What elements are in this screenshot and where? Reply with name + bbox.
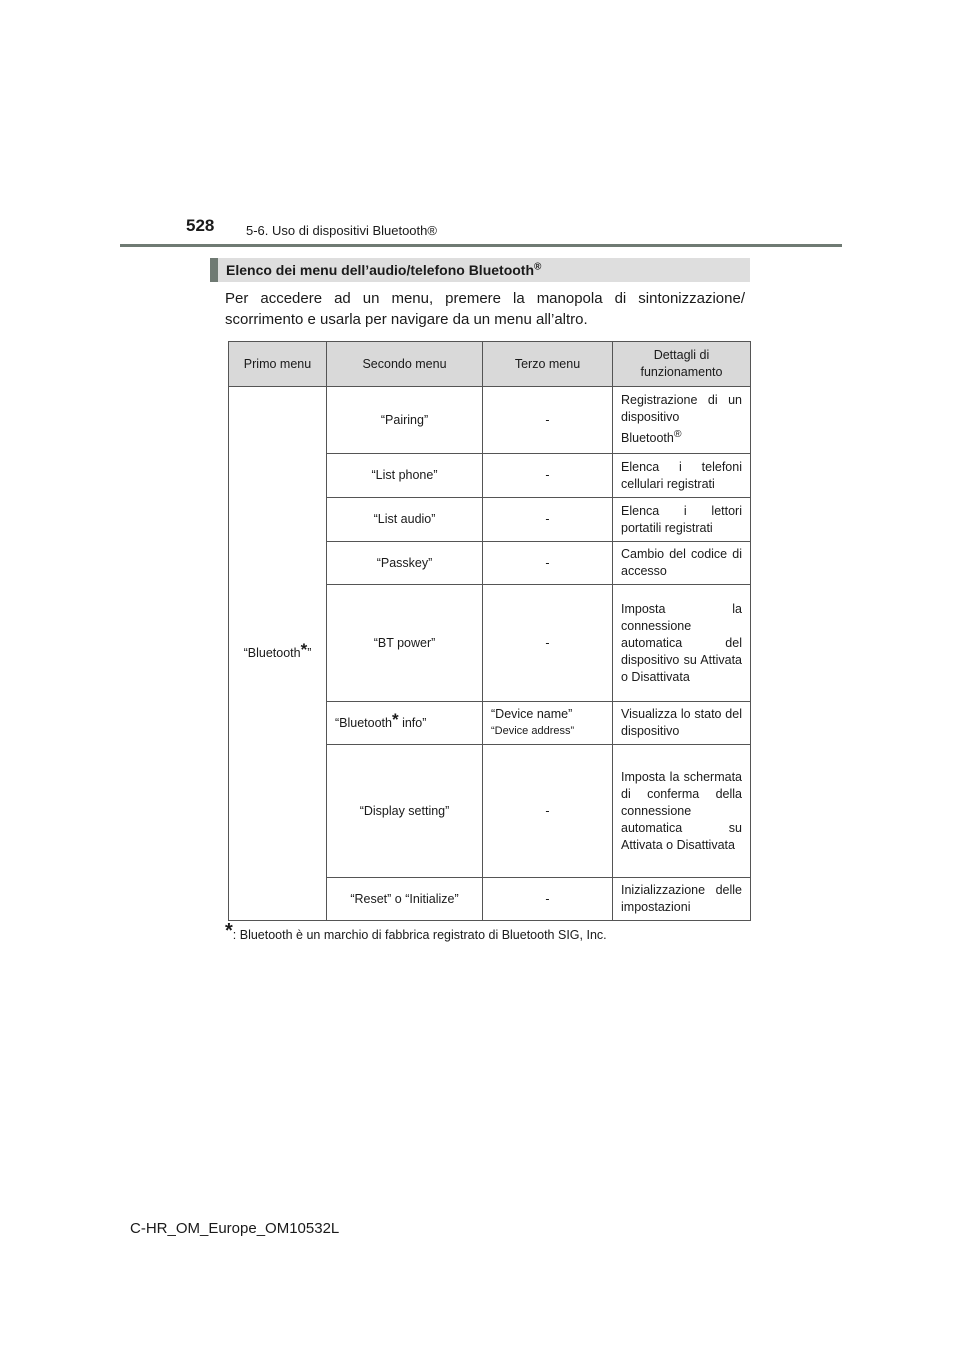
first-menu-cell: “Bluetooth*”: [229, 387, 327, 921]
document-code: C-HR_OM_Europe_OM10532L: [130, 1220, 340, 1237]
third-menu-cell: -: [483, 745, 613, 878]
third-menu-cell: -: [483, 454, 613, 498]
col-header-third: Terzo menu: [483, 342, 613, 387]
third-menu-cell: -: [483, 498, 613, 542]
detail-cell: Registrazione di un dispositivo Bluetooth®: [613, 387, 751, 454]
subheading: [210, 258, 750, 282]
intro-paragraph: Per accedere ad un menu, premere la manopola di sintonizzazione/ scorrimento e usarla per navigare da un menu all’altro.: [225, 290, 745, 328]
detail-cell: Inizializzazione delle impostazioni: [613, 878, 751, 921]
section-title: 5-6. Uso di dispositivi Bluetooth®: [246, 223, 437, 238]
detail-cell: Imposta la schermata di conferma della connessione automatica su Attivata o Disattivata: [613, 745, 751, 878]
col-header-first: Primo menu: [229, 342, 327, 387]
asterisk: *: [391, 709, 399, 729]
col-header-detail: Dettagli di funzionamento: [613, 342, 751, 387]
header-rule: [120, 244, 842, 247]
third-menu-cell: -: [483, 878, 613, 921]
detail-cell: Imposta la connessione automatica del dispositivo su Attivata o Disattivata: [613, 585, 751, 702]
detail-cell: Visualizza lo stato del dispositivo: [613, 702, 751, 745]
second-menu-cell: “Pairing”: [327, 387, 483, 454]
subheading-text: Elenco dei menu dell’audio/telefono Bluetooth: [226, 262, 535, 278]
table-row: [229, 387, 751, 454]
footnote: *: Bluetooth è un marchio di fabbrica registrato di Bluetooth SIG, Inc.: [225, 920, 607, 942]
menu-table: [228, 341, 751, 921]
page-number: 528: [186, 216, 215, 235]
second-menu-cell: “Passkey”: [327, 542, 483, 585]
second-menu-cell: “Bluetooth* info”: [327, 702, 483, 745]
second-menu-cell: “List audio”: [327, 498, 483, 542]
third-menu-cell: -: [483, 542, 613, 585]
second-menu-cell: “List phone”: [327, 454, 483, 498]
detail-cell: Cambio del codice di accesso: [613, 542, 751, 585]
third-menu-cell: -: [483, 585, 613, 702]
second-menu-cell: “Display setting”: [327, 745, 483, 878]
asterisk: *: [300, 640, 308, 659]
registered-mark: ®: [534, 261, 542, 273]
table-header-row: [229, 342, 751, 387]
detail-cell: Elenca i lettori portatili registrati: [613, 498, 751, 542]
third-menu-cell: “Device name” “Device address”: [483, 702, 613, 745]
second-menu-cell: “BT power”: [327, 585, 483, 702]
third-menu-cell: -: [483, 387, 613, 454]
second-menu-cell: “Reset” o “Initialize”: [327, 878, 483, 921]
col-header-second: Secondo menu: [327, 342, 483, 387]
detail-cell: Elenca i telefoni cellulari registrati: [613, 454, 751, 498]
asterisk: *: [225, 920, 233, 942]
